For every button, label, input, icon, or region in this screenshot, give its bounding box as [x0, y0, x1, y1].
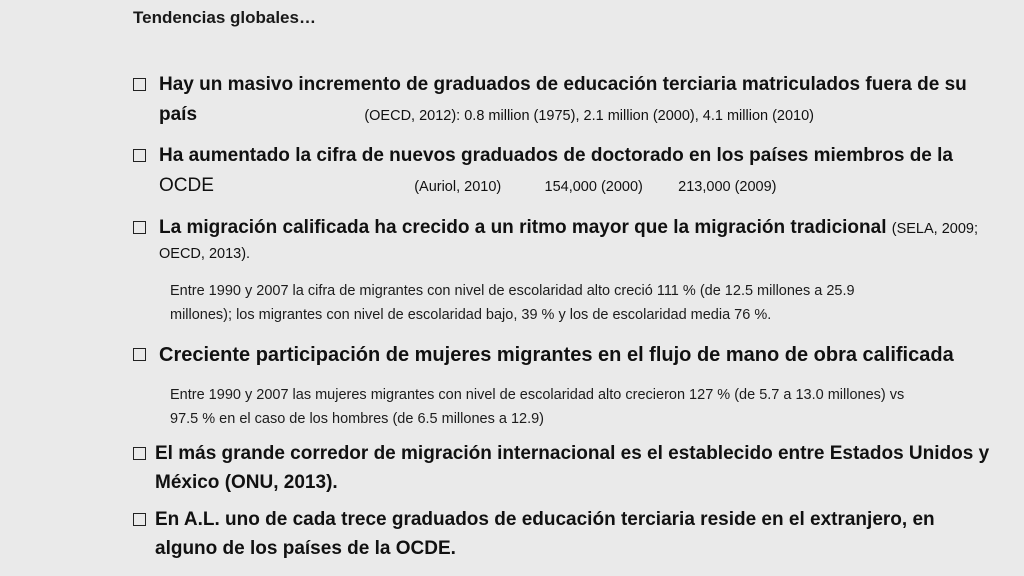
bullet-3-line2: OECD, 2013).: [159, 246, 251, 262]
bullet-4-detail: [170, 383, 990, 431]
bullet-4-line1: Creciente participación de mujeres migrantes en el flujo de mano de obra calificada: [159, 344, 954, 366]
checkbox-bullet-icon: [133, 221, 146, 234]
bullet-2-line2: [159, 170, 993, 203]
checkbox-bullet-icon: [133, 513, 146, 526]
bullet-1-line1: Hay un masivo incremento de graduados de educación terciaria matriculados fuera de su: [159, 74, 967, 95]
bullet-3-ref: (SELA, 2009;: [891, 221, 979, 237]
bullet-3-line1: [159, 212, 1003, 245]
bullet-1-stats: (OECD, 2012): 0.8 million (1975), 2.1 million (2000), 4.1 million (2010): [364, 108, 815, 124]
bullet-2-ocde: OCDE: [159, 175, 214, 196]
bullet-2-ref: (Auriol, 2010): [414, 179, 502, 195]
bullet-6-line1: En A.L. uno de cada trece graduados de educación terciaria reside en el extranjero, en: [155, 509, 935, 530]
bullet-3: [133, 212, 1003, 265]
bullet-6-line2: alguno de los países de la OCDE.: [155, 538, 456, 559]
bullet-3-detail-line1: Entre 1990 y 2007 la cifra de migrantes con nivel de escolaridad alto creció 111 % (de 12.5 millones a 25.9: [170, 283, 855, 299]
bullet-3-detail: [170, 279, 970, 327]
bullet-1: [133, 69, 993, 132]
bullet-4-detail-line2: 97.5 % en el caso de los hombres (de 6.5 millones a 12.9): [170, 411, 544, 427]
bullet-1-line2: [159, 99, 993, 132]
bullet-2: [133, 140, 993, 203]
bullet-3-heading: La migración calificada ha crecido a un ritmo mayor que la migración tradicional: [159, 217, 887, 238]
bullet-3-detail-line2: millones); los migrantes con nivel de escolaridad bajo, 39 % y los de escolaridad media 76 %.: [170, 307, 772, 323]
bullet-2-value-2009: 213,000 (2009): [678, 179, 777, 195]
bullet-5-line1: El más grande corredor de migración internacional es el establecido entre Estados Unidos y: [155, 443, 990, 464]
bullet-6: [133, 505, 993, 563]
bullet-4-detail-line1: Entre 1990 y 2007 las mujeres migrantes con nivel de escolaridad alto crecieron 127 % (de 5.7 a 13.0 millones) vs: [170, 387, 905, 403]
checkbox-bullet-icon: [133, 348, 146, 361]
checkbox-bullet-icon: [133, 149, 146, 162]
checkbox-bullet-icon: [133, 447, 146, 460]
bullet-4: [133, 339, 1013, 371]
bullet-2-value-2000: 154,000 (2000): [544, 179, 643, 195]
checkbox-bullet-icon: [133, 78, 146, 91]
bullet-5-line2: México (ONU, 2013).: [155, 472, 338, 493]
bullet-2-line1: Ha aumentado la cifra de nuevos graduados de doctorado en los países miembros de la: [159, 145, 953, 166]
bullet-5: [133, 439, 993, 497]
slide-title: Tendencias globales…: [133, 8, 316, 27]
bullet-1-country: país: [159, 104, 198, 125]
